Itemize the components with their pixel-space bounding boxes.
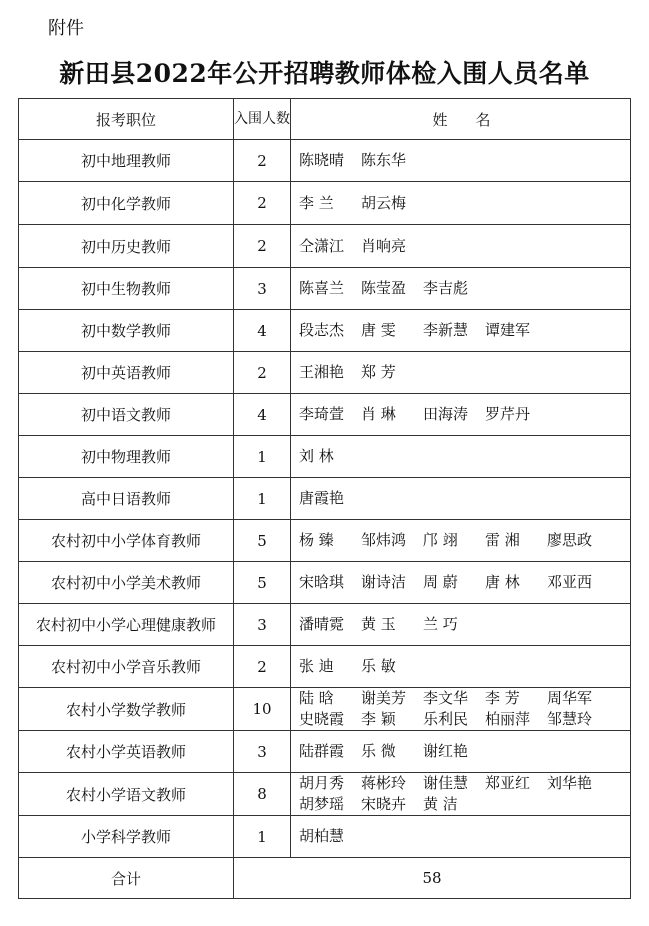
table-row — [19, 688, 631, 731]
candidate-name: 李新慧 — [423, 321, 469, 339]
candidate-name: 胡梦瑶 — [299, 795, 345, 813]
candidate-name: 段志杰 — [299, 321, 345, 339]
position-cell: 初中英语教师 — [19, 352, 234, 394]
position-cell: 农村初中小学音乐教师 — [19, 646, 234, 688]
candidate-name: 廖思政 — [547, 531, 593, 549]
count-cell: 2 — [234, 182, 291, 225]
candidate-name: 雷 湘 — [485, 531, 520, 549]
candidate-name: 肖响亮 — [361, 236, 407, 255]
candidate-name: 杨 臻 — [299, 531, 334, 549]
total-row — [19, 858, 631, 899]
candidate-name: 胡柏慧 — [299, 827, 345, 845]
names-cell — [291, 604, 631, 646]
position-cell: 初中历史教师 — [19, 225, 234, 268]
table-row — [19, 520, 631, 562]
names-cell — [291, 562, 631, 604]
candidate-name: 郑 芳 — [361, 363, 396, 381]
header-names: 姓名 — [291, 99, 631, 140]
candidate-name: 谢佳慧 — [423, 774, 469, 792]
candidate-name: 邝 翊 — [423, 531, 458, 549]
table-row — [19, 182, 631, 225]
candidate-name: 蒋彬玲 — [361, 774, 407, 792]
count-cell: 1 — [234, 478, 291, 520]
position-cell: 农村小学数学教师 — [19, 688, 234, 731]
candidate-name: 李 颖 — [361, 710, 396, 728]
position-cell: 初中语文教师 — [19, 394, 234, 436]
candidate-table — [18, 98, 631, 899]
names-cell — [291, 225, 631, 268]
candidate-name: 胡云梅 — [361, 193, 407, 212]
table-row — [19, 646, 631, 688]
names-cell — [291, 182, 631, 225]
count-cell: 3 — [234, 268, 291, 310]
position-cell: 初中物理教师 — [19, 436, 234, 478]
candidate-name: 肖 琳 — [361, 405, 396, 423]
candidate-name: 陈东华 — [361, 151, 407, 169]
position-cell: 农村小学英语教师 — [19, 731, 234, 773]
position-cell: 农村初中小学体育教师 — [19, 520, 234, 562]
candidate-name: 乐 敏 — [361, 657, 396, 675]
candidate-name: 陈晓晴 — [299, 151, 345, 169]
table-row — [19, 268, 631, 310]
attachment-label: 附件 — [48, 18, 84, 39]
candidate-name: 陈莹盈 — [361, 279, 407, 297]
position-cell: 小学科学教师 — [19, 816, 234, 858]
table-row — [19, 352, 631, 394]
names-cell — [291, 773, 631, 816]
count-cell: 2 — [234, 140, 291, 182]
candidate-name: 唐 雯 — [361, 321, 396, 339]
table-row — [19, 773, 631, 816]
count-cell: 2 — [234, 225, 291, 268]
table-row — [19, 562, 631, 604]
candidate-name: 李吉彪 — [423, 279, 469, 297]
names-cell — [291, 688, 631, 731]
candidate-name: 谢美芳 — [361, 689, 407, 707]
candidate-name: 谭建军 — [485, 321, 531, 339]
candidate-name: 陆群霞 — [299, 742, 345, 760]
names-cell — [291, 478, 631, 520]
table-body — [19, 140, 631, 858]
names-cell — [291, 520, 631, 562]
names-cell — [291, 816, 631, 858]
table-row — [19, 816, 631, 858]
names-cell — [291, 310, 631, 352]
candidate-name: 宋晗琪 — [299, 573, 345, 591]
candidate-name: 唐 林 — [485, 573, 520, 591]
candidate-name: 李 芳 — [485, 689, 520, 707]
candidate-name: 黄 洁 — [423, 795, 458, 813]
candidate-name: 仝潇江 — [299, 236, 345, 255]
table-row — [19, 225, 631, 268]
candidate-name: 陈喜兰 — [299, 279, 345, 297]
count-cell: 10 — [234, 688, 291, 731]
position-cell: 初中地理教师 — [19, 140, 234, 182]
names-cell — [291, 394, 631, 436]
candidate-name: 郑亚红 — [485, 774, 531, 792]
table-row — [19, 394, 631, 436]
candidate-name: 邹慧玲 — [547, 710, 593, 728]
count-cell: 2 — [234, 352, 291, 394]
candidate-name: 刘华艳 — [547, 774, 593, 792]
position-cell: 农村初中小学心理健康教师 — [19, 604, 234, 646]
names-cell — [291, 731, 631, 773]
candidate-name: 邓亚西 — [547, 573, 593, 591]
candidate-name: 谢红艳 — [423, 742, 469, 760]
candidate-name: 宋晓卉 — [361, 795, 407, 813]
names-cell — [291, 268, 631, 310]
candidate-name: 李 兰 — [299, 193, 334, 212]
candidate-name: 黄 玉 — [361, 615, 396, 633]
candidate-name: 李琦萱 — [299, 405, 345, 423]
names-cell — [291, 352, 631, 394]
candidate-name: 唐霞艳 — [299, 489, 345, 507]
table-row — [19, 436, 631, 478]
table-row — [19, 140, 631, 182]
names-cell — [291, 646, 631, 688]
candidate-name: 兰 巧 — [423, 615, 458, 633]
position-cell: 农村初中小学美术教师 — [19, 562, 234, 604]
count-cell: 1 — [234, 816, 291, 858]
candidate-name: 谢诗洁 — [361, 573, 407, 591]
candidate-name: 潘晴霓 — [299, 615, 345, 633]
document-title: 新田县2022年公开招聘教师体检入围人员名单 — [59, 59, 590, 88]
position-cell: 初中数学教师 — [19, 310, 234, 352]
table-row — [19, 478, 631, 520]
position-cell: 高中日语教师 — [19, 478, 234, 520]
candidate-name: 田海涛 — [423, 405, 469, 423]
candidate-name: 周 蔚 — [423, 573, 458, 591]
header-count: 入围人数 — [234, 99, 291, 140]
count-cell: 4 — [234, 394, 291, 436]
candidate-name: 周华军 — [547, 689, 593, 707]
position-cell: 初中化学教师 — [19, 182, 234, 225]
candidate-name: 罗芹丹 — [485, 405, 531, 423]
count-cell: 4 — [234, 310, 291, 352]
candidate-name: 刘 林 — [299, 447, 334, 465]
candidate-name: 王湘艳 — [299, 363, 345, 381]
table-row — [19, 310, 631, 352]
header-row — [19, 99, 631, 140]
names-cell — [291, 140, 631, 182]
count-cell: 5 — [234, 562, 291, 604]
candidate-name: 柏丽萍 — [485, 710, 531, 728]
candidate-name: 胡月秀 — [299, 774, 345, 792]
table-row — [19, 604, 631, 646]
candidate-name: 史晓霞 — [299, 710, 345, 728]
count-cell: 3 — [234, 604, 291, 646]
candidate-name: 乐利民 — [423, 710, 469, 728]
count-cell: 8 — [234, 773, 291, 816]
count-cell: 2 — [234, 646, 291, 688]
total-value: 58 — [234, 858, 631, 899]
names-cell — [291, 436, 631, 478]
candidate-name: 陆 晗 — [299, 689, 334, 707]
candidate-name: 乐 微 — [361, 742, 396, 760]
count-cell: 1 — [234, 436, 291, 478]
count-cell: 5 — [234, 520, 291, 562]
table-row — [19, 731, 631, 773]
total-label: 合计 — [19, 858, 234, 899]
position-cell: 农村小学语文教师 — [19, 773, 234, 816]
header-position: 报考职位 — [19, 99, 234, 140]
count-cell: 3 — [234, 731, 291, 773]
candidate-name: 张 迪 — [299, 657, 334, 675]
candidate-name: 李文华 — [423, 689, 469, 707]
candidate-name: 邹炜鸿 — [361, 531, 407, 549]
position-cell: 初中生物教师 — [19, 268, 234, 310]
